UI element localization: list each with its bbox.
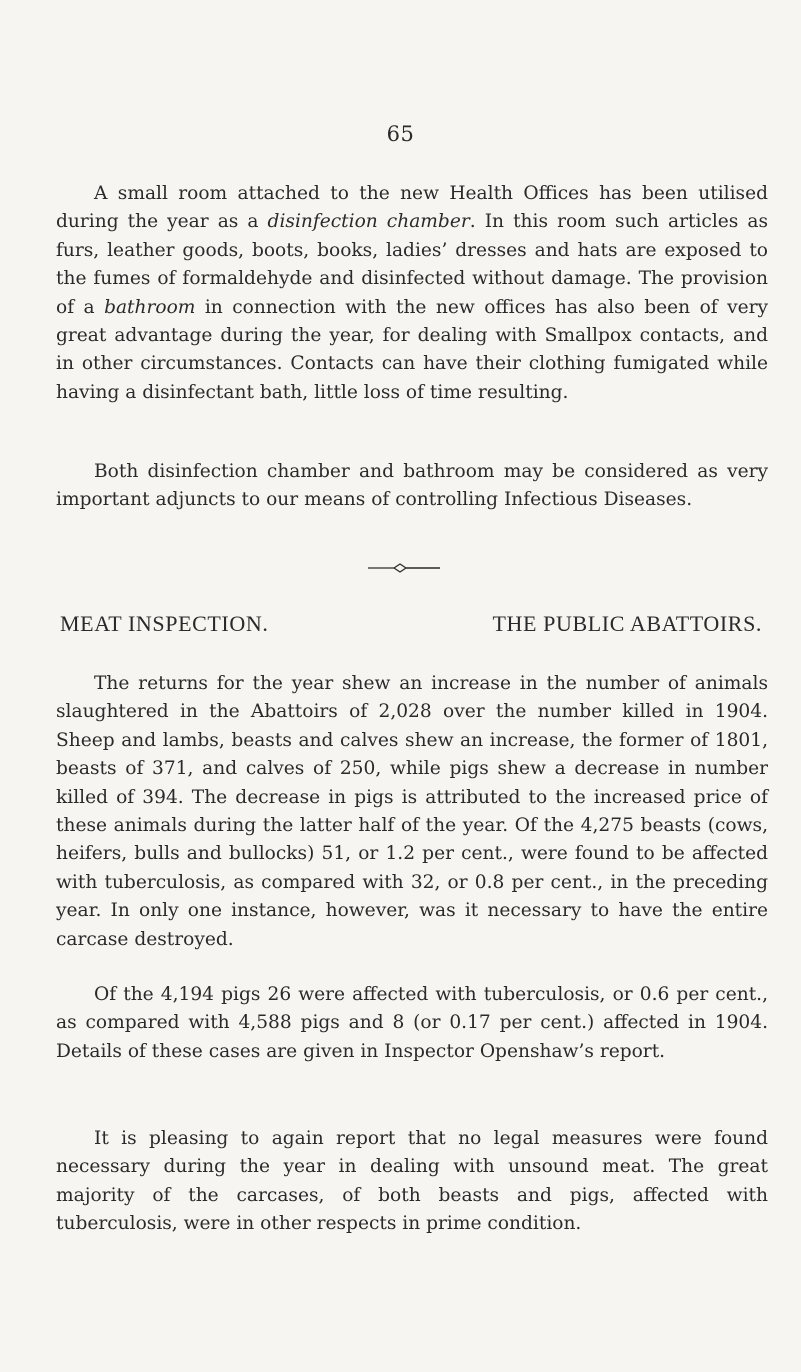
paragraph-pigs-tuberculosis: Of the 4,194 pigs 26 were affected with tuberculosis, or 0.6 per cent., as compared with 4,588 pigs and 8 (or 0.17 per cent.) affected in 1904. Details of these cases are given in Inspector Openshaw’s report.	[56, 984, 768, 1062]
heading-public-abattoirs: THE PUBLIC ABATTOIRS.	[492, 611, 762, 636]
text-run: in connection with the new offices has also been of very great advantage during the year, for dealing with Smallpox contacts, and in other circumstances. Contacts can have their clothing fumigated while having a disinfectant bath, little loss of time resulting.	[56, 296, 769, 403]
text-run: . In this room such articles as furs, leather goods, boots, books, ladies’ dresses and hats are exposed to the fumes of formaldehyde and disinfected without damage. The provision of a	[56, 211, 768, 318]
paragraph-disinfection-chamber	[56, 180, 768, 407]
emphasis-disinfection-chamber: disinfection chamber	[267, 211, 470, 233]
page-number: 65	[386, 122, 415, 146]
paragraph-unsound-meat: It is pleasing to again report that no legal measures were found necessary during the year in dealing with unsound meat. The great majority of the carcases, of both beasts and pigs, affected with tuberculosis, were in other respects in prime condition.	[56, 1128, 768, 1235]
paragraph-adjuncts: Both disinfection chamber and bathroom may be considered as very important adjuncts to our means of controlling Infectious Diseases.	[56, 461, 768, 511]
section-heading	[56, 611, 768, 637]
emphasis-bathroom: bathroom	[104, 296, 196, 318]
text-run: A small room attached to the new Health Offices has been utilised during the year as a	[56, 183, 768, 233]
heading-meat-inspection: MEAT INSPECTION.	[60, 611, 269, 636]
section-divider-ornament	[368, 562, 440, 574]
paragraph-abattoir-returns: The returns for the year shew an increase in the number of animals slaughtered in the Abattoirs of 2,028 over the number killed in 1904. Sheep and lambs, beasts and calves shew an increase, the former of 1801, beasts of 371, and calves of 250, while pigs shew a decrease in number killed of 394. The decrease in pigs is attributed to the increased price of these animals during the latter half of the year. Of the 4,275 beasts (cows, heifers, bulls and bullocks) 51, or 1.2 per cent., were found to be affected with tuberculosis, as compared with 32, or 0.8 per cent., in the preceding year. In only one instance, however, was it necessary to have the entire carcase destroyed.	[56, 673, 768, 950]
